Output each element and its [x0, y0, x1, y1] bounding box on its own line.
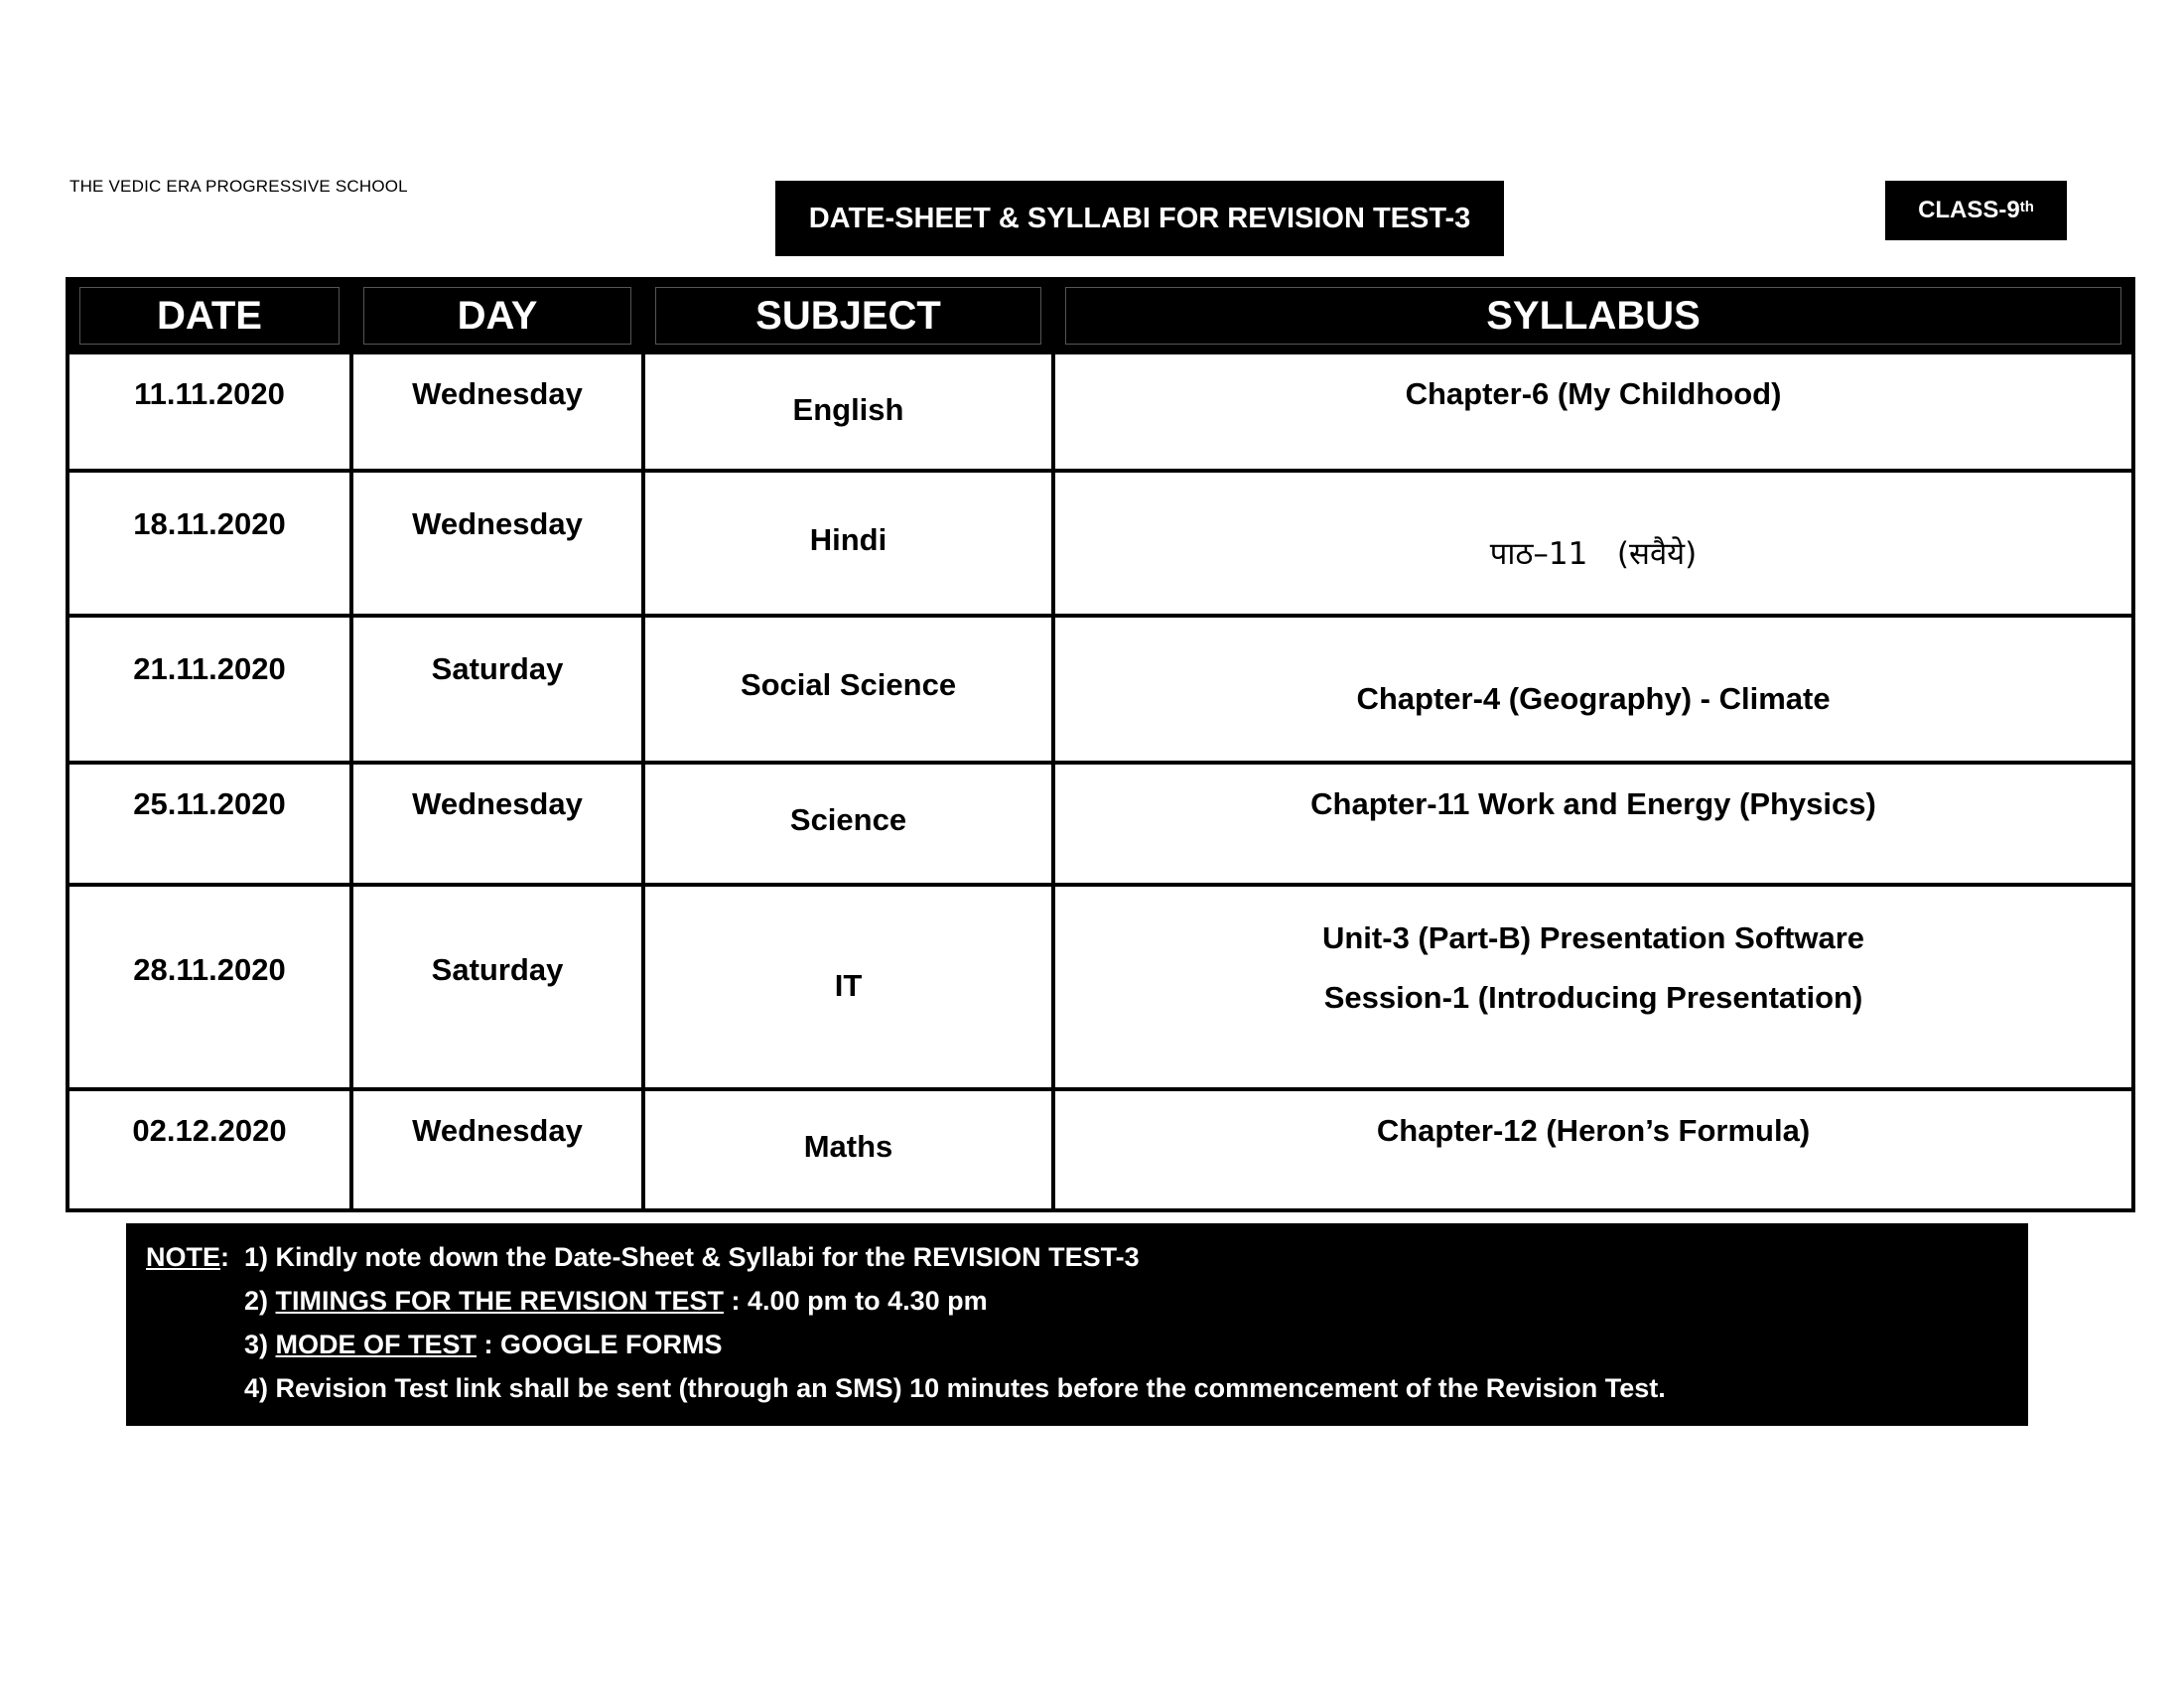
syllabus-line: Session-1 (Introducing Presentation) [1323, 980, 1863, 1015]
mode-label: MODE OF TEST [275, 1330, 478, 1359]
timings-label: TIMINGS FOR THE REVISION TEST [275, 1286, 725, 1316]
subject-cell: IT [643, 885, 1053, 1089]
timings-value: : 4.00 pm to 4.30 pm [724, 1286, 988, 1316]
table-header-row [68, 279, 2133, 352]
note-line-2: 2) TIMINGS FOR THE REVISION TEST : 4.00 pm to 4.30 pm [244, 1286, 988, 1316]
class-label: CLASS-9 [1918, 197, 2020, 223]
subject-cell: Social Science [643, 616, 1053, 763]
note-line-3: 3) MODE OF TEST : GOOGLE FORMS [244, 1330, 723, 1359]
column-header-date: DATE [68, 279, 351, 352]
note-label: NOTE [146, 1242, 221, 1272]
table-row [68, 471, 2133, 616]
date-sheet-table [66, 277, 2135, 1212]
column-header-syllabus: SYLLABUS [1053, 279, 2133, 352]
syllabus-cell: Chapter-12 (Heron’s Formula) [1053, 1089, 2133, 1210]
syllabus-line: Unit-3 (Part-B) Presentation Software [1321, 920, 1864, 955]
day-cell: Wednesday [351, 1089, 643, 1210]
note-line-4: 4) Revision Test link shall be sent (through an SMS) 10 minutes before the commencement of the Revision Test. [244, 1373, 1666, 1403]
syllabus-cell: Chapter-4 (Geography) - Climate [1053, 616, 2133, 763]
table-row [68, 1089, 2133, 1210]
syllabus-cell: पाठ–11 (सवैये) [1053, 471, 2133, 616]
mode-value: : GOOGLE FORMS [477, 1330, 723, 1359]
class-badge [1885, 181, 2067, 240]
date-cell: 11.11.2020 [68, 352, 351, 471]
date-cell: 21.11.2020 [68, 616, 351, 763]
table-row [68, 885, 2133, 1089]
day-cell: Wednesday [351, 471, 643, 616]
syllabus-cell: Chapter-11 Work and Energy (Physics) [1053, 763, 2133, 885]
note-text-1: : 1) Kindly note down the Date-Sheet & Syllabi for the REVISION TEST-3 [220, 1242, 1140, 1272]
column-header-subject: SUBJECT [643, 279, 1053, 352]
day-cell: Saturday [351, 885, 643, 1089]
note-line-1 [146, 1235, 2028, 1279]
date-cell: 25.11.2020 [68, 763, 351, 885]
school-name: THE VEDIC ERA PROGRESSIVE SCHOOL [69, 177, 408, 196]
table-row [68, 763, 2133, 885]
date-cell: 18.11.2020 [68, 471, 351, 616]
document-title [775, 181, 1504, 256]
subject-cell: Maths [643, 1089, 1053, 1210]
table-row [68, 616, 2133, 763]
class-suffix: th [2019, 198, 2034, 215]
column-header-day: DAY [351, 279, 643, 352]
subject-cell: English [643, 352, 1053, 471]
day-cell: Wednesday [351, 763, 643, 885]
document-title-text: DATE-SHEET & SYLLABI FOR REVISION TEST-3 [808, 202, 1471, 234]
day-cell: Wednesday [351, 352, 643, 471]
date-cell: 02.12.2020 [68, 1089, 351, 1210]
table-row [68, 352, 2133, 471]
subject-cell: Science [643, 763, 1053, 885]
day-cell: Saturday [351, 616, 643, 763]
note-box [126, 1223, 2028, 1426]
subject-cell: Hindi [643, 471, 1053, 616]
syllabus-cell: Chapter-6 (My Childhood) [1053, 352, 2133, 471]
syllabus-cell [1053, 885, 2133, 1089]
date-cell: 28.11.2020 [68, 885, 351, 1089]
